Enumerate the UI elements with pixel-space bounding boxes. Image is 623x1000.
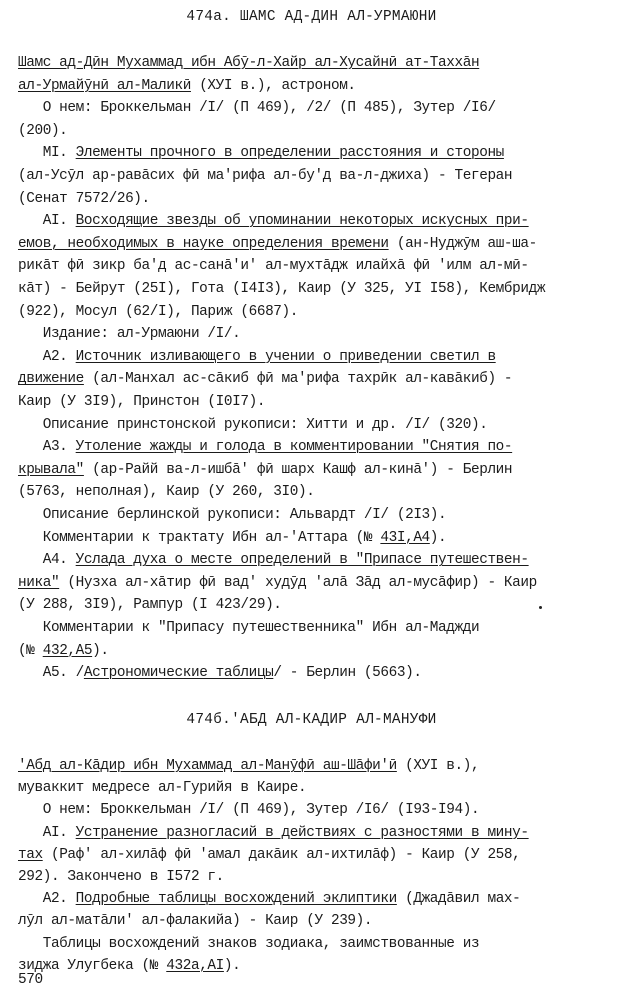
text-segment: муваккит медресе ал-Гурийя в Каире. [18,780,307,797]
text-segment: кāт) - Бейрут (25I), Гота (I4I3), Каир (У 325, УI I58), Кембридж [18,281,546,297]
underlined-text: Источник изливающего в учении о приведении светил в [75,348,496,365]
text-line [18,436,623,458]
underlined-text: Элементы прочного в определении расстояния и стороны [75,145,504,162]
entry-474a-heading: 474а. ШАМС АД-ДИН АЛ-УРМАЮНИ [186,9,437,25]
text-line [18,594,623,616]
text-line [18,888,623,910]
text-line [18,165,623,187]
text-line [18,822,623,844]
underlined-text: тах [18,846,43,863]
text-line [18,255,623,277]
text-segment: / - Берлин (5663). [273,665,422,682]
text-segment: (У 288, 3I9), Рампур (I 423/29). [18,597,282,614]
page-number: 570 [18,972,43,988]
underlined-text: Утоление жажды и голода в комментировании "Снятия по- [75,439,513,456]
text-segment: (ар-Райй ва-л-ишбā' фӣ шарх Кашф ал-кинā') - Берлин [83,461,513,478]
text-segment: лӯл ал-матāли' ал-фалакийа) - Каир (У 239). [18,913,373,930]
text-segment: (200). [18,122,68,139]
text-segment: (ХУI в.), [396,758,480,774]
text-line [18,955,623,977]
text-line [18,572,623,594]
text-segment: ). [429,529,447,546]
text-segment: МI. [18,145,76,162]
text-line [18,188,623,210]
text-line [18,368,623,390]
text-segment: Таблицы восхождений знаков зодиака, заимствованные из [18,935,480,952]
underlined-text: Шамс ад-Дӣн Мухаммад ибн Абӯ-л-Хайр ал-Хусайнӣ ат-Таххāн [18,55,480,71]
text-line [18,323,623,345]
text-line [18,617,623,639]
text-segment: А2. [18,891,76,908]
text-line [18,414,623,436]
text-line [18,549,623,571]
text-line [18,755,623,777]
text-line [18,278,623,300]
text-segment: Комментарии к "Припасу путешественника" Ибн ал-Маджди [18,620,480,636]
underlined-text: 432а,АI [166,957,224,974]
text-segment: А4. [18,552,76,569]
underlined-text: 'Абд ал-Кāдир ибн Мухаммад ал-Манӯфӣ аш-Шāфи'ӣ [18,758,397,774]
text-segment: Каир (У 3I9), Принстон (I0I7). [18,394,266,410]
text-line [18,910,623,932]
text-line [18,142,623,164]
text-line [18,210,623,232]
text-segment: (ал-Манхал ас-сāкиб фӣ ма'рифа тахрӣк ал-кавāкиб) - [83,371,513,388]
underlined-text: Услада духа о месте определений в "Припасе путешествен- [75,552,529,569]
underlined-text: Восходящие звезды об упоминании некоторых искусных при- [75,213,529,230]
text-segment: АI. [18,213,76,230]
text-line [18,640,623,662]
entry-474b-heading: 474б.'АБД АЛ-КАДИР АЛ-МАНУФИ [186,712,437,728]
text-line [18,933,623,955]
text-segment: (Нузха ал-хāтир фӣ вад' худӯд 'алā Зāд ал-мусāфир) - Каир [59,574,537,591]
text-segment: А2. [18,348,76,365]
text-segment: Комментарии к трактату Ибн ал-'Аттара (№ [18,529,381,546]
underlined-text: 432,А5 [42,642,93,659]
text-line [18,866,623,888]
underlined-text: Устранение разногласий в действиях с разностями в мину- [75,824,529,841]
text-line [18,844,623,866]
text-segment: ). [223,957,241,974]
text-segment: Издание: ал-Урмаюни /I/. [18,326,241,343]
text-line [18,527,623,549]
underlined-text: Астрономические таблицы [83,665,274,682]
text-line [18,52,623,74]
text-segment: (922), Мосул (62/I), Париж (6687). [18,303,299,320]
text-segment: ). [92,642,109,659]
text-segment: (ал-Усӯл ар-равāсих фӣ ма'рифа ал-бу'д ва-л-джиха) - Тегеран [18,168,513,184]
text-line [18,662,623,684]
text-segment: (Джадāвил мах- [396,891,521,908]
text-segment: 292). Закончено в I572 г. [18,869,224,885]
text-segment: рикāт фӣ зикр ба'д ас-санā'и' ал-мухтāдж илайхā фӣ 'илм ал-мӣ- [18,258,529,275]
text-segment: О нем: Броккельман /I/ (П 469), Зутер /I6/ (I93-I94). [18,802,480,819]
text-line [18,75,623,97]
text-line [18,301,623,323]
underlined-text: ника" [18,574,60,591]
text-segment: (Сенат 7572/26). [18,190,150,207]
text-line [18,459,623,481]
text-segment: (ан-Нуджӯм аш-ша- [388,235,537,252]
text-segment: АI. [18,824,76,841]
text-line [18,97,623,119]
text-segment: (5763, неполная), Каир (У 260, 3I0). [18,484,315,501]
text-segment: Описание берлинской рукописи: Альвардт /I/ (2I3). [18,507,447,523]
text-segment: (ХУI в.), астроном. [190,77,356,94]
text-segment: (№ [18,642,43,659]
text-segment: А3. [18,439,76,456]
text-segment: А5. / [18,665,84,682]
text-segment: (Раф' ал-хилāф фӣ 'амал дакāик ал-ихтилāф) - Каир (У 258, [42,846,521,863]
text-line [18,504,623,526]
text-line [18,346,623,368]
ink-speck [539,606,542,609]
underlined-text: крывала" [18,461,84,478]
underlined-text: ал-Урмайӯнӣ ал-Маликӣ [18,77,191,94]
text-segment: Описание принстонской рукописи: Хитти и др. /I/ (320). [18,416,488,433]
underlined-text: 43I,А4 [380,529,430,546]
text-line [18,233,623,255]
underlined-text: движение [18,371,84,388]
text-line [18,777,623,799]
text-segment: зиджа Улугбека (№ [18,957,167,974]
text-line [18,120,623,142]
text-line [18,391,623,413]
underlined-text: Подробные таблицы восхождений эклиптики [75,891,397,908]
text-line [18,799,623,821]
text-segment: О нем: Броккельман /I/ (П 469), /2/ (П 485), Зутер /I6/ [18,100,496,117]
text-line [18,481,623,503]
underlined-text: емов, необходимых в науке определения времени [18,235,389,252]
